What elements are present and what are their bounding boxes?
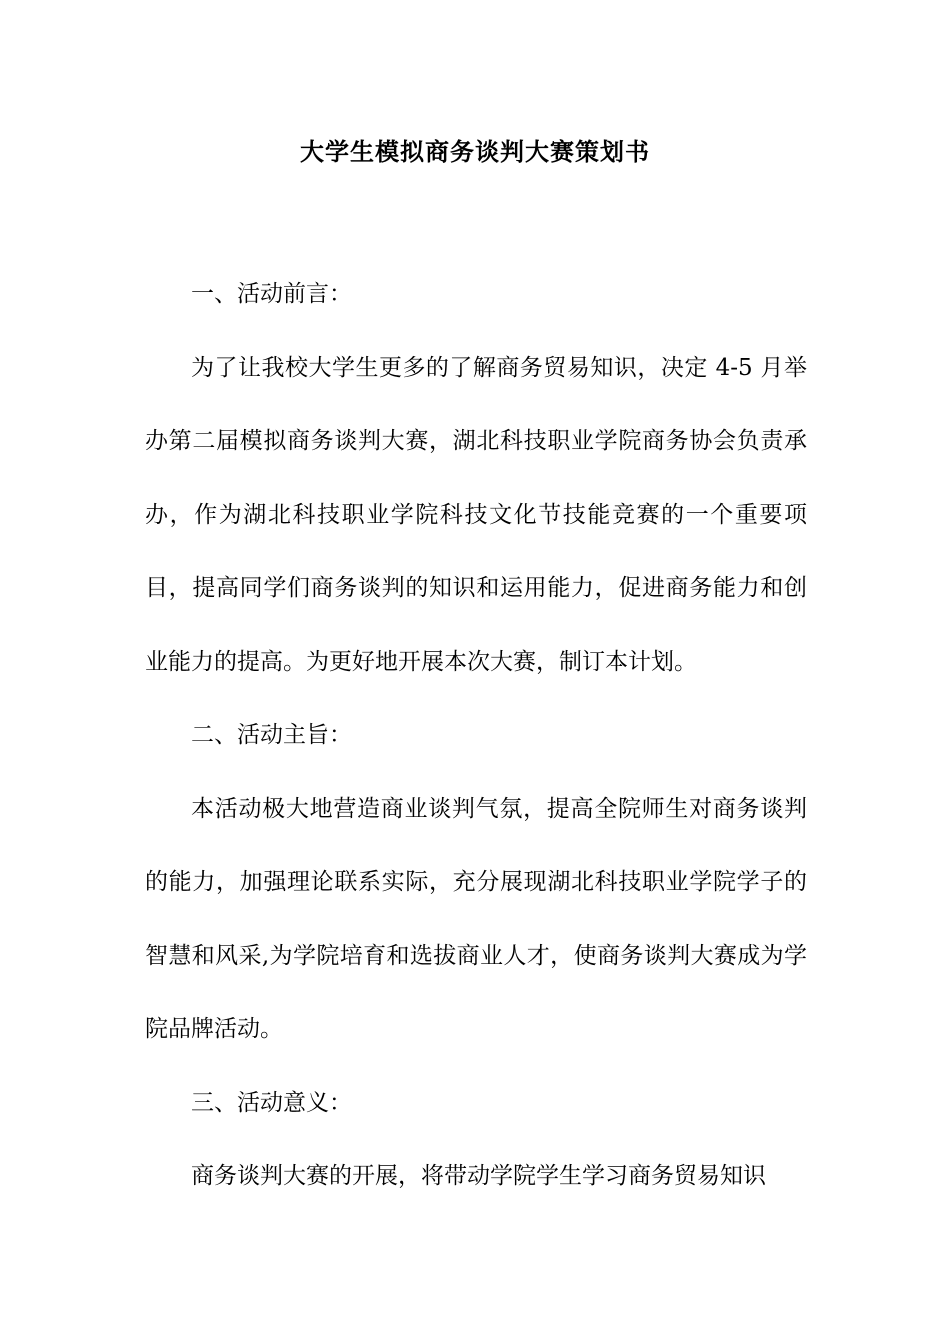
- section-paragraph-significance: 商务谈判大赛的开展，将带动学院学生学习商务贸易知识: [191, 1163, 766, 1189]
- section-heading-significance: 三、活动意义：: [191, 1089, 352, 1116]
- section-paragraph-preface: 为了让我校大学生更多的了解商务贸易知识，决定 4-5 月举办第二届模拟商务谈判大赛，湖北科技职业学院商务协会负责承办，作为湖北科技职业学院科技文化节技能竞赛的一个重要项目，提高同学们商务谈判的知识和运用能力，促进商务能力和创业能力的提高。为更好地开展本次大赛，制订本计划。: [145, 354, 807, 675]
- document-body: [145, 258, 807, 1214]
- section-heading-preface: 一、活动前言：: [191, 281, 352, 307]
- document-title: 大学生模拟商务谈判大赛策划书: [300, 138, 650, 166]
- section-paragraph-purpose: 本活动极大地营造商业谈判气氛，提高全院师生对商务谈判的能力，加强理论联系实际，充分展现湖北科技职业学院学子的智慧和风采,为学院培育和选拔商业人才，使商务谈判大赛成为学院品牌活动。: [145, 795, 807, 1042]
- section-heading-purpose: 二、活动主旨：: [191, 722, 352, 748]
